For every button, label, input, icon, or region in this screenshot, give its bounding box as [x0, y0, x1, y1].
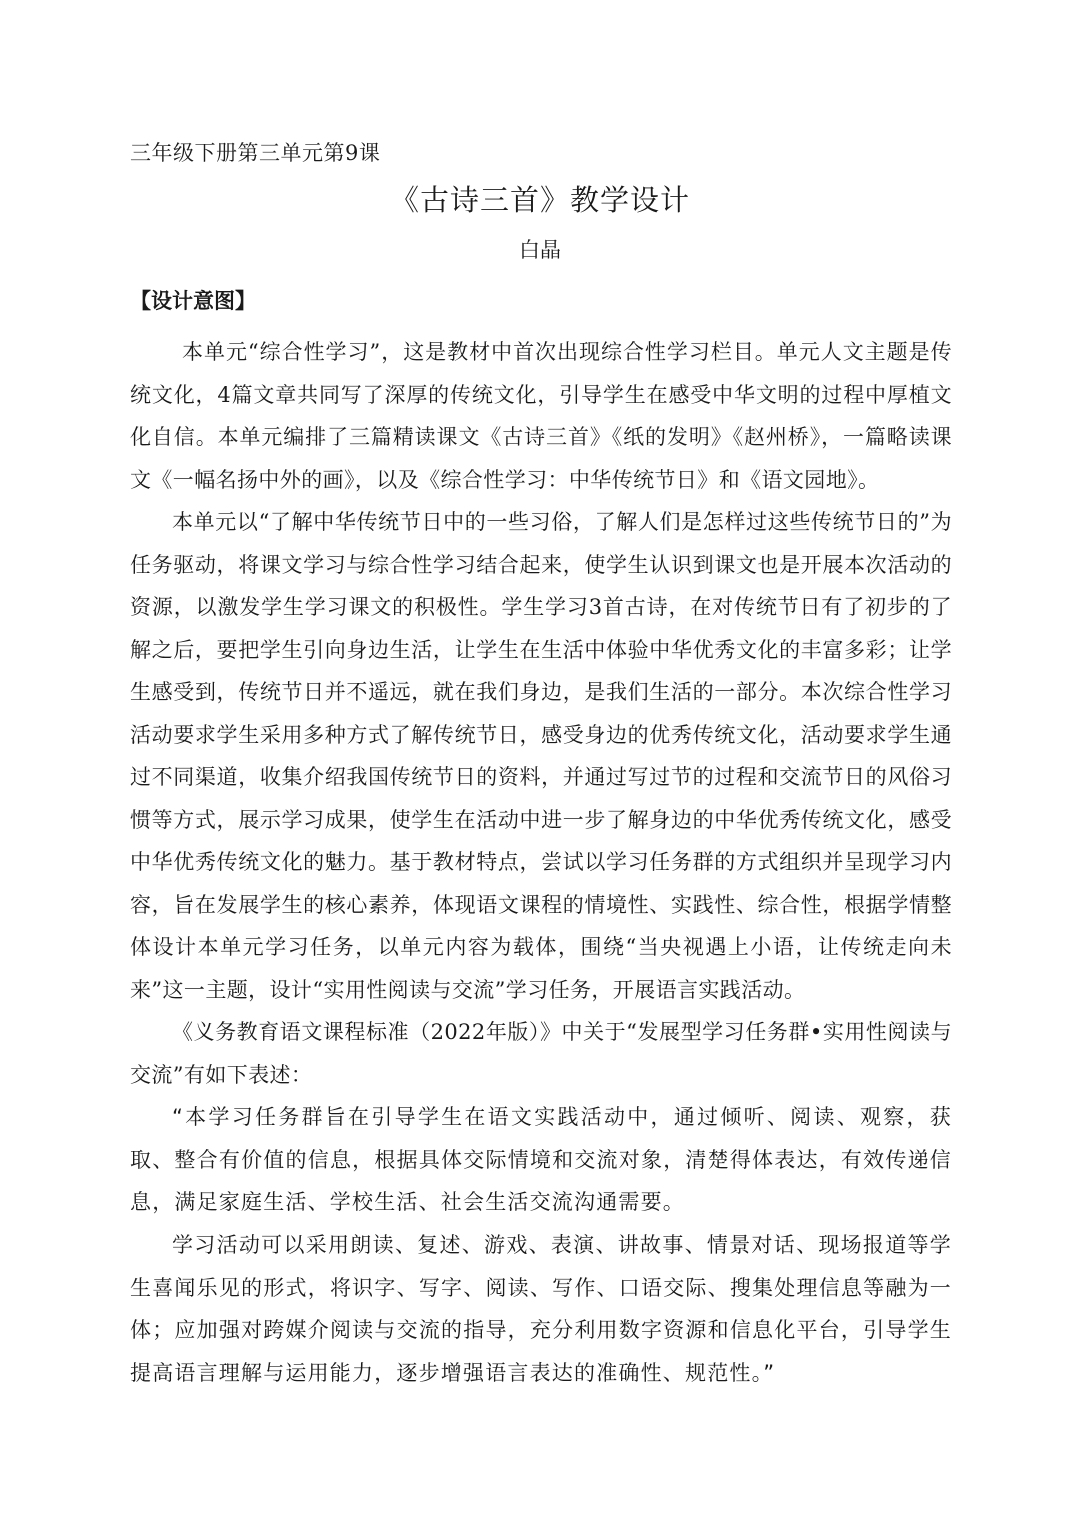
paragraph-task-driven: 本单元以“了解中华传统节日中的一些习俗，了解人们是怎样过这些传统节日的”为任务驱动，将课文学习与综合性学习结合起来，使学生认识到课文也是开展本次活动的资源，以激发学生学习课文的积极性。学生学习3首古诗，在对传统节日有了初步的了解之后，要把学生引向身边生活，让学生在生活中体验中华优秀文化的丰富多彩；让学生感受到，传统节日并不遥远，就在我们身边，是我们生活的一部分。本次综合性学习活动要求学生采用多种方式了解传统节日，感受身边的优秀传统文化，活动要求学生通过不同渠道，收集介绍我国传统节日的资料，并通过写过节的过程和交流节日的风俗习惯等方式，展示学习成果，使学生在活动中进一步了解身边的中华优秀传统文化，感受中华优秀传统文化的魅力。基于教材特点，尝试以学习任务群的方式组织并呈现学习内容，旨在发展学生的核心素养，体现语文课程的情境性、实践性、综合性，根据学情整体设计本单元学习任务，以单元内容为载体，围绕“当央视遇上小语，让传统走向未来”这一主题，设计“实用性阅读与交流”学习任务，开展语言实践活动。 — [130, 510, 952, 1002]
paragraph-curriculum-standard: 《义务教育语文课程标准（2022年版）》中关于“发展型学习任务群•实用性阅读与交流”有如下表述： — [130, 1020, 952, 1087]
author-name: 白晶 — [519, 238, 561, 262]
paragraph-intro: 本单元“综合性学习”，这是教材中首次出现综合性学习栏目。单元人文主题是传统文化，4篇文章共同写了深厚的传统文化，引导学生在感受中华文明的过程中厚植文化自信。本单元编排了三篇精读课文《古诗三首》《纸的发明》《赵州桥》，一篇略读课文《一幅名扬中外的画》，以及《综合性学习：中华传统节日》和《语文园地》。 — [130, 340, 952, 492]
section-heading: 【设计意图】 — [130, 289, 256, 313]
quote-paragraph-2: 学习活动可以采用朗读、复述、游戏、表演、讲故事、情景对话、现场报道等学生喜闻乐见的形式，将识字、写字、阅读、写作、口语交际、搜集处理信息等融为一体；应加强对跨媒介阅读与交流的指导，充分利用数字资源和信息化平台，引导学生提高语言理解与运用能力，逐步增强语言表达的准确性、规范性。” — [130, 1233, 952, 1385]
page-title: 《古诗三首》教学设计 — [389, 183, 690, 217]
quote-paragraph-1: “本学习任务群旨在引导学生在语文实践活动中，通过倾听、阅读、观察，获取、整合有价值的信息，根据具体交际情境和交流对象，清楚得体表达，有效传递信息，满足家庭生活、学校生活、社会生活交流沟通需要。 — [130, 1105, 952, 1214]
lesson-breadcrumb: 三年级下册第三单元第9课 — [130, 141, 381, 165]
